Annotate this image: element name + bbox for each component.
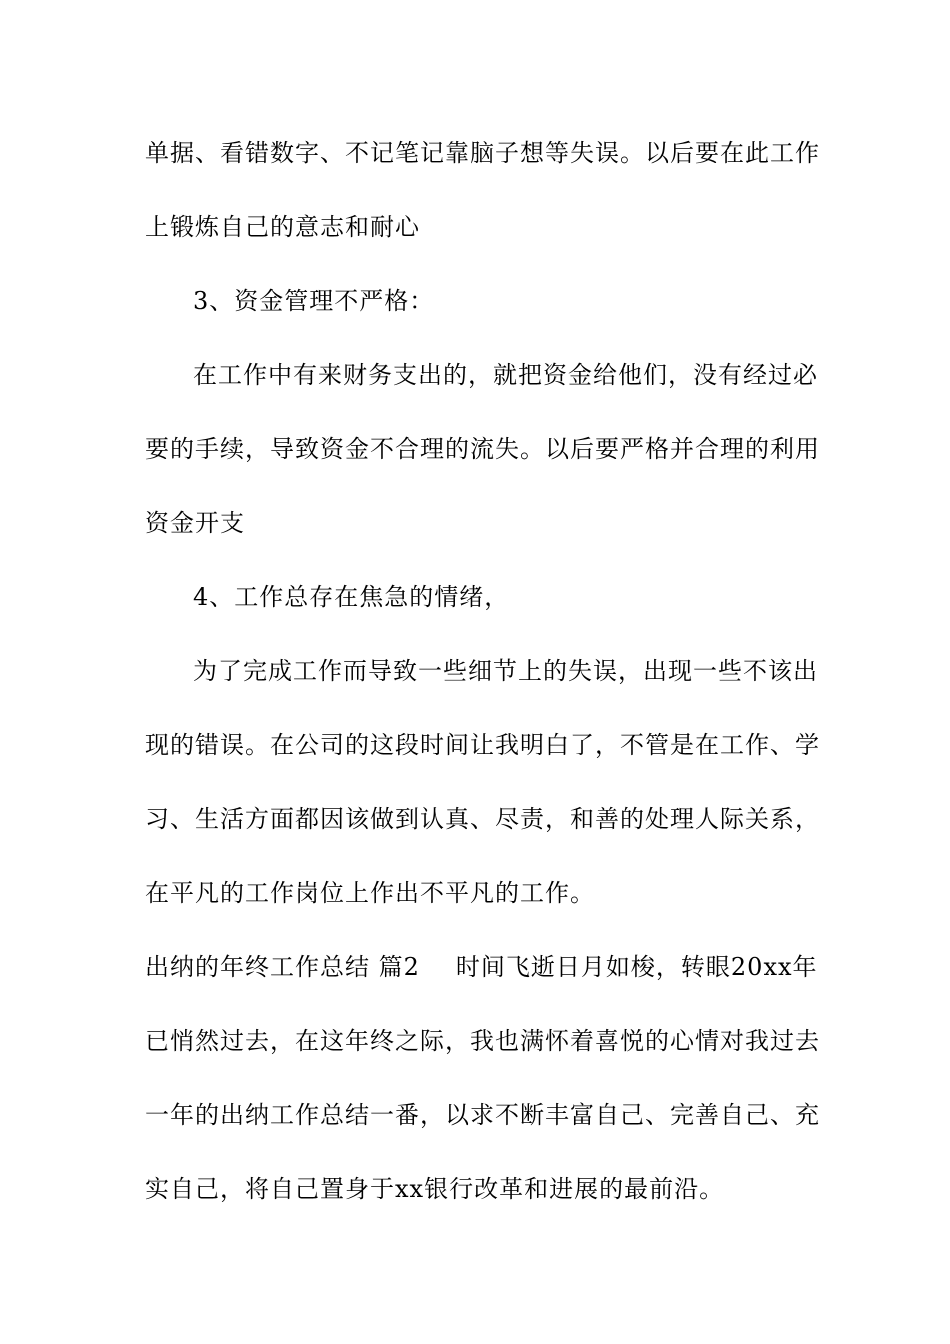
paragraph-line: 实自己，将自己置身于xx银行改革和进展的最前沿。 [145, 1175, 725, 1203]
paragraph-line: 要的手续，导致资金不合理的流失。以后要严格并合理的利用 [145, 435, 820, 463]
section-heading: 出纳的年终工作总结 篇2 [145, 953, 420, 981]
paragraph-line: 资金开支 [145, 509, 245, 537]
paragraph-line: 一年的出纳工作总结一番，以求不断丰富自己、完善自己、充 [145, 1101, 820, 1129]
list-heading-4: 4、工作总存在焦急的情绪， [193, 583, 510, 611]
paragraph-line: 现的错误。在公司的这段时间让我明白了，不管是在工作、学 [145, 731, 820, 759]
paragraph-line: 已悄然过去，在这年终之际，我也满怀着喜悦的心情对我过去 [145, 1027, 820, 1055]
paragraph-line: 在平凡的工作岗位上作出不平凡的工作。 [145, 879, 595, 907]
section-heading-line [145, 952, 818, 982]
paragraph-line: 在工作中有来财务支出的，就把资金给他们，没有经过必 [193, 361, 818, 389]
section-first-line: 时间飞逝日月如梭，转眼20xx年 [455, 953, 818, 981]
paragraph-line: 上锻炼自己的意志和耐心 [145, 213, 420, 241]
paragraph-line: 单据、看错数字、不记笔记靠脑子想等失误。以后要在此工作 [145, 139, 820, 167]
list-heading-3: 3、资金管理不严格： [193, 287, 435, 315]
paragraph-line: 为了完成工作而导致一些细节上的失误，出现一些不该出 [193, 657, 818, 685]
paragraph-line: 习、生活方面都因该做到认真、尽责，和善的处理人际关系， [145, 805, 820, 833]
